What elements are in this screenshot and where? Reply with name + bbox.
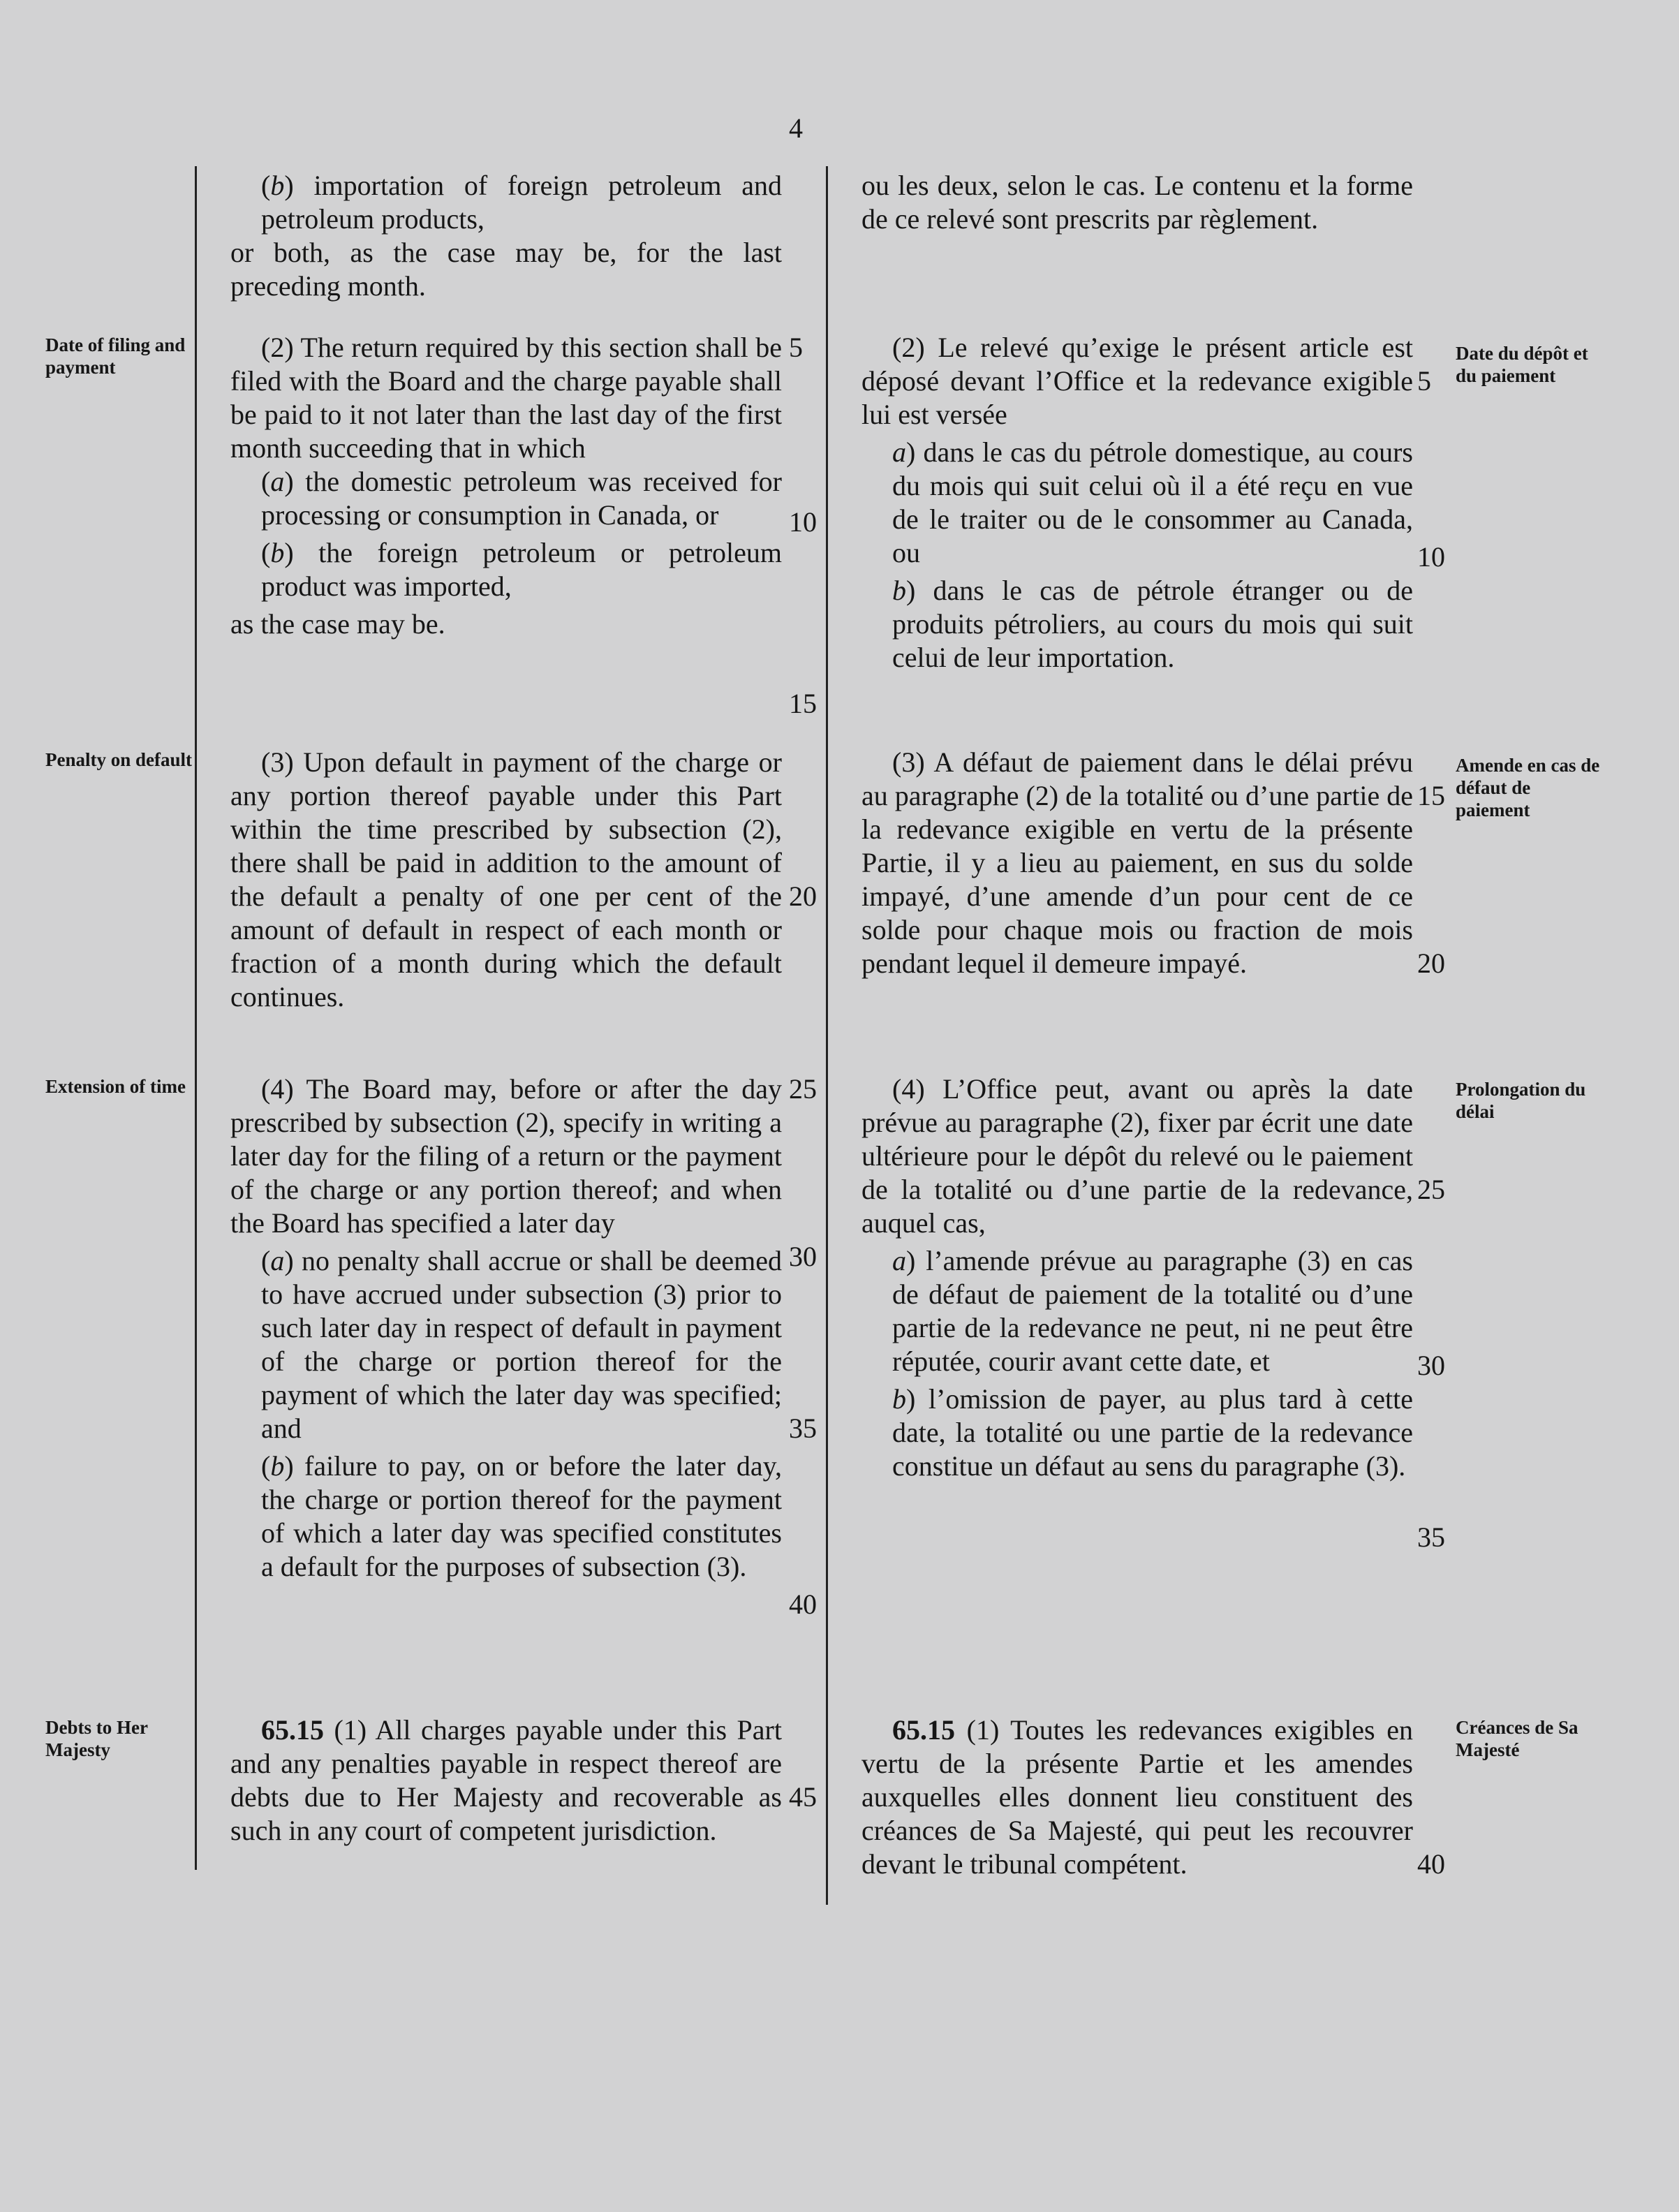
line-number: 40: [789, 1588, 817, 1620]
line-number: 20: [1417, 948, 1445, 979]
french-s65-15-text: 65.15 (1) Toutes les redevances exigibles en vertu de la présente Partie et les amendes auxquelles elles donnent lieu constituent des créances de Sa Majesté, qui peut les recouvrer devant le tribunal compétent.: [861, 1714, 1413, 1880]
english-intro: [230, 169, 782, 303]
english-s4-item-a: (a) no penalty shall accrue or shall be deemed to have accrued under subsection (3) prior to such later day in respect of default in payment of the charge or portion thereof for the payment of which the later day was specified; and: [261, 1245, 782, 1444]
french-s2-item-a: a) dans le cas du pétrole domestique, au cours du mois qui suit celui où il a été reçu en vue de le traiter ou de le consommer au Canada, ou: [892, 436, 1413, 568]
english-intro-tail: or both, as the case may be, for the last preceding month.: [230, 237, 782, 302]
french-s2-item-b: b) dans le cas de pétrole étranger ou de produits pétroliers, au cours du mois qui suit celui de leur importation.: [892, 575, 1413, 673]
line-number: 25: [789, 1073, 817, 1105]
french-intro-text: ou les deux, selon le cas. Le contenu et la forme de ce relevé sont prescrits par règlement.: [861, 170, 1413, 235]
line-number: 30: [1417, 1350, 1445, 1381]
line-number: 35: [789, 1413, 817, 1444]
line-number: 10: [789, 506, 817, 538]
line-number: 15: [1417, 780, 1445, 811]
line-number: 5: [789, 332, 803, 363]
line-number: 45: [789, 1781, 817, 1813]
english-subsection-4: [230, 1072, 782, 1584]
english-s2-lead: (2) The return required by this section shall be filed with the Board and the charge payable shall be paid to it not later than the last day of the first month succeeding that in which: [230, 332, 782, 464]
english-intro-item-b: (b) importation of foreign petroleum and petroleum products,: [261, 170, 782, 235]
line-number: 20: [789, 880, 817, 912]
line-number: 10: [1417, 541, 1445, 573]
english-s65-15-text: 65.15 (1) All charges payable under this Part and any penalties payable in respect thereof are debts due to Her Majesty and recoverable as such in any court of competent jurisdiction.: [230, 1714, 782, 1846]
margin-note-prolongation: Prolongation du délai: [1456, 1079, 1586, 1122]
page-number: 4: [789, 112, 803, 144]
margin-note-penalty-on-default: Penalty on default: [45, 749, 193, 770]
french-intro: [861, 169, 1413, 236]
line-number: 40: [1417, 1848, 1445, 1880]
margin-note-creances: Créances de Sa Majesté: [1456, 1717, 1578, 1760]
margin-note-date-of-filing: Date of filing and payment: [45, 334, 186, 378]
line-number: 5: [1417, 365, 1431, 397]
french-s4-lead: (4) L’Office peut, avant ou après la date prévue au paragraphe (2), fixer par écrit une date ultérieure pour le dépôt du relevé ou le paiement de la totalité ou d’une partie de la redevance, auquel cas,: [861, 1073, 1413, 1239]
english-s3-text: (3) Upon default in payment of the charge or any portion thereof payable under this Part within the time prescribed by subsection (2), there shall be paid in addition to the amount of the default a penalty of one per cent of the amount of default in respect of each month or fraction of a month during which the default continues.: [230, 746, 782, 1012]
french-subsection-4: [861, 1072, 1413, 1483]
line-number: 30: [789, 1241, 817, 1272]
english-subsection-2: [230, 331, 782, 641]
line-number: 35: [1417, 1521, 1445, 1553]
english-s2-item-b: (b) the foreign petroleum or petroleum product was imported,: [261, 537, 782, 602]
line-number: 25: [1417, 1174, 1445, 1205]
line-number: 15: [789, 688, 817, 719]
english-section-65-15: [230, 1713, 782, 1848]
french-s4-item-b: b) l’omission de payer, au plus tard à cette date, la totalité ou une partie de la redevance constitue un défaut au sens du paragraphe (3).: [892, 1383, 1413, 1482]
french-s3-text: (3) A défaut de paiement dans le délai prévu au paragraphe (2) de la totalité ou d’une partie de la redevance exigible en vertu de la présente Partie, il y a lieu au paiement, en sus du solde impayé, d’une amende d’un pour cent de ce solde pour chaque mois ou fraction de mois pendant lequel il demeure impayé.: [861, 746, 1413, 979]
margin-note-debts-to-her-majesty: Debts to Her Majesty: [45, 1717, 148, 1760]
french-subsection-2: [861, 331, 1413, 674]
english-s2-tail: as the case may be.: [230, 608, 445, 640]
left-margin-rule: [195, 166, 197, 1870]
english-s2-item-a: (a) the domestic petroleum was received for processing or consumption in Canada, or: [261, 466, 782, 531]
english-s4-item-b: (b) failure to pay, on or before the later day, the charge or portion thereof for the payment of which a later day was specified constitutes a default for the purposes of subsection (3).: [261, 1450, 782, 1582]
english-s4-lead: (4) The Board may, before or after the day prescribed by subsection (2), specify in writing a later day for the filing of a return or the payment of the charge or any portion thereof; and when the Board has specified a later day: [230, 1073, 782, 1239]
french-subsection-3: [861, 746, 1413, 980]
margin-note-amende: Amende en cas de défaut de paiement: [1456, 755, 1600, 820]
english-subsection-3: [230, 746, 782, 1014]
french-s4-item-a: a) l’amende prévue au paragraphe (3) en cas de défaut de paiement de la totalité ou d’une partie de la redevance ne peut, ni ne peut être réputée, courir avant cette date, et: [892, 1245, 1413, 1377]
margin-note-date-du-depot: Date du dépôt et du paiement: [1456, 343, 1588, 386]
center-column-rule: [826, 166, 828, 1905]
margin-note-extension-of-time: Extension of time: [45, 1076, 186, 1097]
french-s2-lead: (2) Le relevé qu’exige le présent article est déposé devant l’Office et la redevance exigible lui est versée: [861, 332, 1413, 430]
french-section-65-15: [861, 1713, 1413, 1881]
